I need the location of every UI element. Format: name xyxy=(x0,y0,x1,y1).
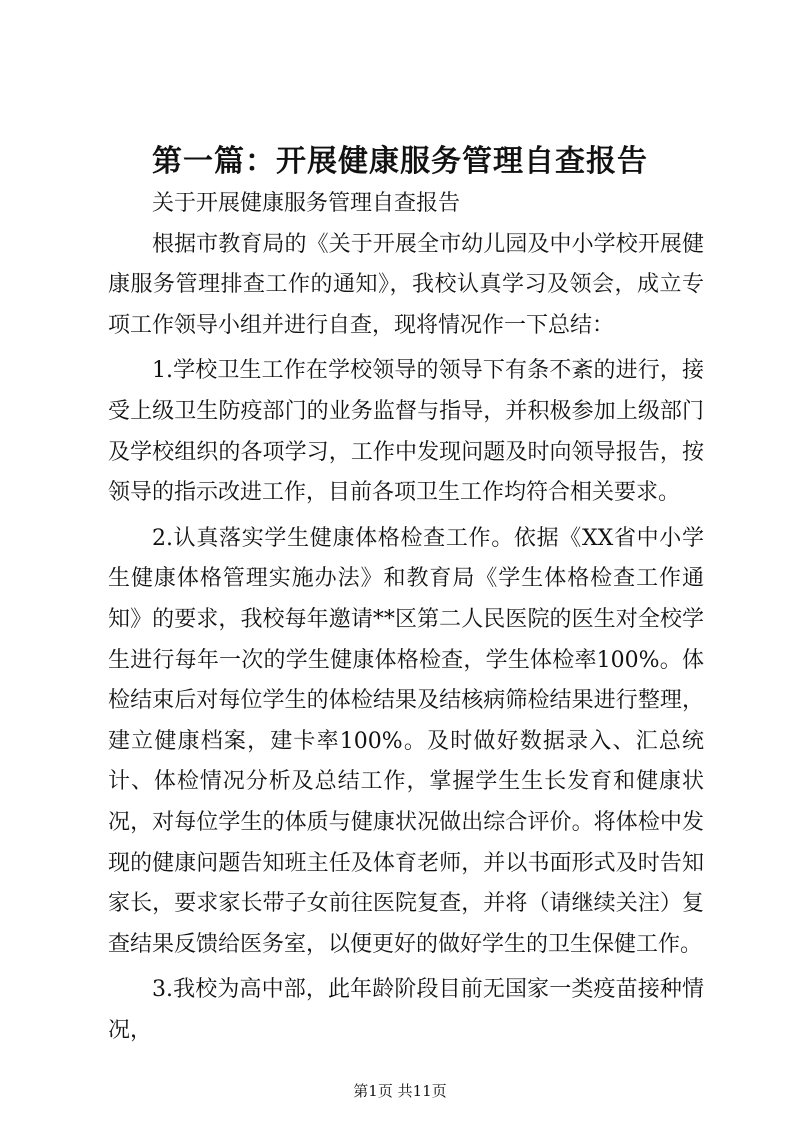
item-2-paragraph: 2.认真落实学生健康体格检查工作。依据《XX省中小学生健康体格管理实施办法》和教育局《学生体格检查工作通知》的要求，我校每年邀请**区第二人民医院的医生对全校学生进行每年一次的学生健康体格检查，学生体检率100%。体检结束后对每位学生的体检结果及结核病筛检结果进行整理，建立健康档案，建卡率100%。及时做好数据录入、汇总统计、体检情况分析及总结工作，掌握学生生长发育和健康状况，对每位学生的体质与健康状况做出综合评价。将体检中发现的健康问题告知班主任及体育老师，并以书面形式及时告知家长，要求家长带子女前往医院复查，并将（请继续关注）复查结果反馈给医务室，以便更好的做好学生的卫生保健工作。 xyxy=(108,525,704,957)
item-3-paragraph: 3.我校为高中部，此年龄阶段目前无国家一类疫苗接种情况， xyxy=(108,977,704,1043)
page-number-footer: 第1页 共11页 xyxy=(353,1082,447,1100)
subtitle-paragraph: 关于开展健康服务管理自查报告 xyxy=(152,191,461,216)
document-body xyxy=(108,184,704,1051)
item-1-paragraph: 1.学校卫生工作在学校领导的领导下有条不紊的进行，接受上级卫生防疫部门的业务监督与指导，并积极参加上级部门及学校组织的各项学习，工作中发现问题及时向领导报告，按领导的指示改进工作，目前各项卫生工作均符合相关要求。 xyxy=(108,358,704,506)
intro-paragraph: 根据市教育局的《关于开展全市幼儿园及中小学校开展健康服务管理排查工作的通知》，我校认真学习及领会，成立专项工作领导小组并进行自查，现将情况作一下总结： xyxy=(108,231,704,338)
document-title: 第一篇：开展健康服务管理自查报告 xyxy=(152,144,648,179)
